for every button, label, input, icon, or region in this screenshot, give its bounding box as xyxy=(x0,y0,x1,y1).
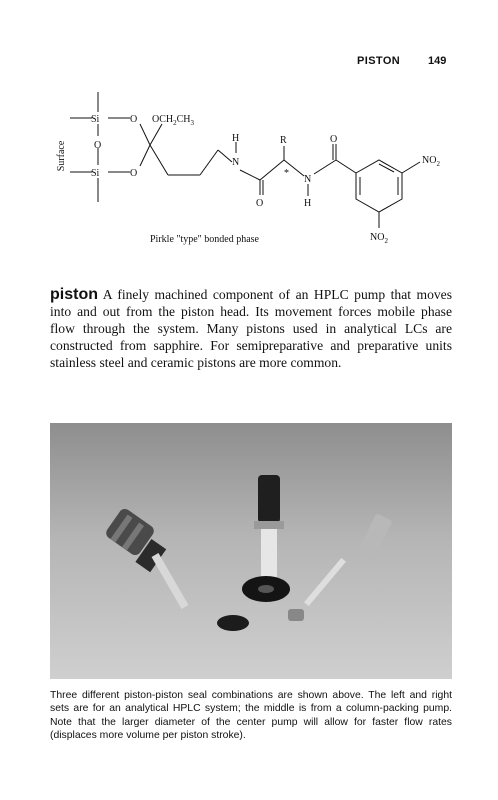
page-number: 149 xyxy=(428,55,447,67)
h-label-2: H xyxy=(304,198,312,209)
no2-label-2: $NO_2$ xyxy=(370,232,388,245)
o-label-bottom: O xyxy=(130,168,138,179)
pirkle-structure-diagram xyxy=(50,80,460,265)
right-piston-assembly xyxy=(304,513,392,606)
o-label-carbonyl-1: O xyxy=(256,198,264,209)
no2-label-1: $NO_2$ xyxy=(422,155,440,168)
running-head: PISTON xyxy=(357,55,401,67)
si-label-top: Si xyxy=(91,114,100,125)
o-label-ring: O xyxy=(94,140,102,151)
n-label-2: N xyxy=(304,174,312,185)
photo-caption: Three different piston-piston seal combinations are shown above. The left and right sets are for an analytical HPLC system; the middle is from a column-packing pump. Note that the larger diameter of the center pump will allow for faster flow rates (displaces more volume per piston stroke). xyxy=(50,690,452,742)
small-seal xyxy=(288,609,304,621)
chiral-star: * xyxy=(284,168,289,179)
entry-term: piston xyxy=(50,286,98,303)
o-label-carbonyl-2: O xyxy=(330,134,338,145)
piston-photo-illustration xyxy=(50,423,452,679)
center-piston-assembly xyxy=(242,475,290,602)
left-piston-assembly xyxy=(104,507,189,609)
h-label-1: H xyxy=(232,133,240,144)
page-header xyxy=(0,55,498,71)
dictionary-entry xyxy=(50,286,452,371)
structure-caption: Pirkle "type" bonded phase xyxy=(150,234,259,245)
left-seal xyxy=(217,615,249,631)
o-label-top: O xyxy=(130,114,138,125)
ethoxy-label: $OCH_2CH_3$ xyxy=(152,114,195,127)
chemical-structure-figure xyxy=(50,80,460,265)
piston-photograph xyxy=(50,423,452,679)
si-label-bottom: Si xyxy=(91,168,100,179)
entry-definition: A finely machined component of an HPLC pump that moves into and out from the piston head. Its movement forces mobile phase flow through the system. Many pistons used in analytical LCs are constructed from sapphire. For semipreparative and preparative units stainless steel and ceramic pistons are more common. xyxy=(50,287,452,370)
r-label: R xyxy=(280,135,287,146)
surface-label: Surface xyxy=(56,140,67,172)
n-label-1: N xyxy=(232,157,240,168)
